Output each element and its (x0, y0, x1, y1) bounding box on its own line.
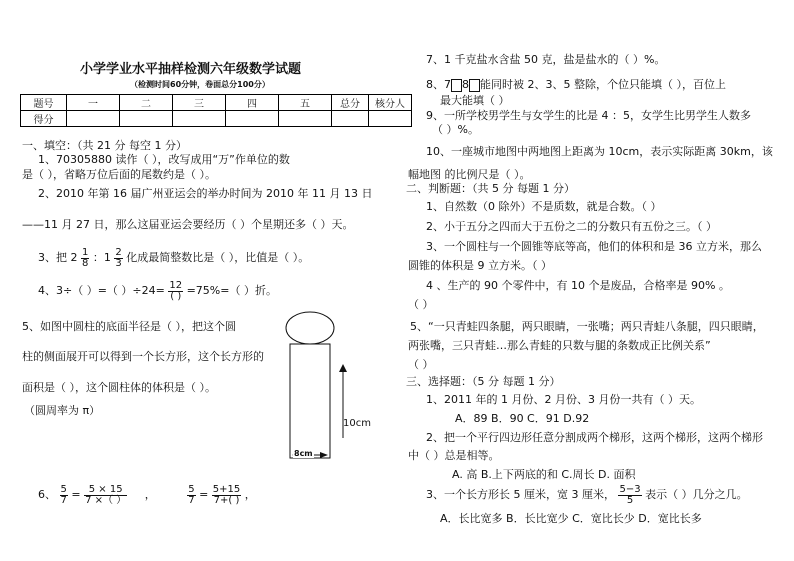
question-text: =75%=（ ）折。 (186, 284, 277, 297)
section2-heading: 二、判断题：（共 5 分 每题 1 分） (406, 182, 575, 195)
score-table (20, 94, 412, 127)
cylinder-figure (280, 310, 380, 470)
fraction-numerator: 2 (115, 246, 122, 258)
question-text: 是（ ），省略万位后面的尾数约是（ ）。 (22, 168, 216, 181)
question-text: ——11 月 27 日，那么这届亚运会要经历（ ）个星期还多（ ）天。 (22, 218, 354, 231)
equals-sign: = (199, 488, 209, 501)
score-cell: 四 (226, 95, 279, 111)
score-cell: 五 (279, 95, 332, 111)
page-title: 小学学业水平抽样检测六年级数学试题 (80, 62, 302, 77)
score-table-header-row (21, 95, 412, 111)
fraction (168, 281, 183, 302)
fraction-denominator: 7 (60, 494, 67, 506)
fraction-numerator: 5 × 15 (84, 485, 127, 496)
question-text: 能同时被 2、3、5 整除，个位只能填（ ），百位上 (480, 78, 726, 91)
section3-heading: 三、选择题：（5 分 每题 1 分） (406, 375, 561, 388)
question-text: 最大能填（ ） (440, 94, 510, 107)
question-text: （ ）%。 (432, 123, 479, 136)
score-cell: 一 (67, 95, 120, 111)
score-input-cell[interactable] (332, 111, 369, 127)
cylinder-top-ellipse (286, 312, 334, 344)
question-text: 幅地图 的比例尺是（ ）。 (408, 168, 531, 181)
blank-box[interactable] (451, 79, 462, 92)
question-text: 3、把 2 (38, 251, 78, 264)
fraction (60, 485, 68, 506)
question-text: 1、2011 年的 1 月份、2 月份、3 月份一共有（ ）天。 (426, 393, 701, 406)
question-text: 圆锥的体积是 9 立方米。（ ） (408, 259, 552, 272)
question-text: 9、一所学校男学生与女学生的比是 4 ：5，女学生比男学生人数多 (426, 109, 751, 122)
comma: ， (144, 488, 156, 501)
score-cell: 三 (173, 95, 226, 111)
circumference-label: 8cm (294, 449, 313, 458)
question-6 (38, 480, 256, 510)
score-cell: 核分人 (369, 95, 412, 111)
fraction-numerator: 5 (60, 483, 67, 495)
score-table-score-row (21, 111, 412, 127)
height-label: 10cm (343, 418, 371, 429)
score-cell: 二 (120, 95, 173, 111)
score-cell: 得分 (21, 111, 67, 127)
question-text: 3、一个圆柱与一个圆锥等底等高，他们的体积和是 36 立方米，那么 (426, 240, 762, 253)
answer-options: A. 高 B.上下两底的和 C.周长 D. 面积 (452, 468, 636, 481)
question-text: 8、7 (426, 78, 451, 91)
height-arrow-head (339, 364, 347, 372)
score-input-cell[interactable] (369, 111, 412, 127)
comma: ， (244, 488, 256, 501)
fraction-denominator: 7 ×（ ） (85, 494, 127, 506)
equals-sign: = (71, 488, 81, 501)
blank-box[interactable] (469, 79, 480, 92)
fraction-denominator: 7 (188, 494, 195, 506)
fraction-denominator: 5 (626, 494, 634, 506)
question-text: 5、“一只青蛙四条腿，两只眼睛，一张嘴；两只青蛙八条腿，四只眼睛， (410, 320, 764, 333)
score-input-cell[interactable] (120, 111, 173, 127)
fraction-numerator: 12 (169, 279, 183, 291)
question-text: 两张嘴，三只青蛙…那么青蛙的只数与腿的条数成正比例关系” (408, 339, 711, 352)
fraction-denominator: ( ) (170, 290, 182, 302)
score-cell: 总分 (332, 95, 369, 111)
score-input-cell[interactable] (279, 111, 332, 127)
question-3 (38, 243, 309, 273)
question-text: 2、2010 年第 16 届广州亚运会的举办时间为 2010 年 11 月 13 日 (38, 187, 373, 200)
question-text: （ ） (408, 298, 434, 311)
question-text: 10、一座城市地图中两地图上距离为 10cm，表示实际距离 30km，该 (426, 145, 773, 158)
fraction (187, 485, 195, 506)
fraction (212, 485, 241, 506)
score-input-cell[interactable] (226, 111, 279, 127)
circumference-arrow-right (320, 452, 328, 458)
score-cell: 题号 (21, 95, 67, 111)
answer-options: A．长比宽多 B．长比宽少 C．宽比长少 D．宽比长多 (440, 512, 702, 525)
question-8 (426, 78, 726, 92)
fraction-numerator: 5+15 (212, 483, 241, 495)
fraction (618, 485, 641, 506)
question-text: 7、1 千克盐水含盐 50 克，盐是盐水的（ ）%。 (426, 53, 666, 66)
question-text: 中（ ）总是相等。 (408, 449, 500, 462)
question-text: （ ） (408, 358, 434, 371)
question-text: 2、把一个平行四边形任意分割成两个梯形，这两个梯形，这两个梯形 (426, 431, 763, 444)
fraction-denominator: 8 (82, 257, 89, 269)
question-text: 面积是（ ），这个圆柱体的体积是（ ）。 (22, 381, 216, 394)
fraction-numerator: 1 (82, 246, 89, 258)
fraction (81, 248, 89, 269)
score-input-cell[interactable] (67, 111, 120, 127)
question-text: （圆周率为 π） (24, 404, 101, 417)
fraction-numerator: 5 (188, 483, 195, 495)
exam-subtitle: （检测时间60分钟，卷面总分100分） (130, 80, 270, 89)
cylinder-body (290, 344, 330, 458)
question-4 (38, 276, 277, 306)
question-text: 6、 (38, 488, 56, 501)
question-text: 3、一个长方形长 5 厘米，宽 3 厘米， (426, 488, 615, 501)
answer-options: A．89 B．90 C．91 D.92 (455, 412, 590, 425)
fraction (84, 485, 127, 506)
question-text: 2、小于五分之四而大于五份之二的分数只有五份之三。（ ） (426, 220, 717, 233)
question-text: ：1 (92, 251, 111, 264)
fraction-numerator: 5−3 (619, 483, 641, 495)
question-text: 化成最简整数比是（ ），比值是（ ）。 (126, 251, 310, 264)
score-input-cell[interactable] (173, 111, 226, 127)
fraction (114, 248, 122, 269)
question-text: 8 (462, 78, 469, 91)
question-text: 4 、生产的 90 个零件中，有 10 个是废品，合格率是 90% 。 (426, 279, 730, 292)
question-text: 4、3÷（ ）=（ ）÷24= (38, 284, 165, 297)
fraction-denominator: 3 (115, 257, 122, 269)
section1-heading: 一、填空：（共 21 分 每空 1 分） (22, 139, 187, 152)
question-text: 1、自然数（0 除外）不是质数，就是合数。（ ） (426, 200, 662, 213)
question-3-choice (426, 480, 748, 510)
question-text: 1、70305880 读作（ ），改写成用“万”作单位的数 (38, 153, 290, 166)
question-text: 5、如图中圆柱的底面半径是（ ），把这个圆 (22, 320, 236, 333)
question-text: 柱的侧面展开可以得到一个长方形，这个长方形的 (22, 350, 264, 363)
fraction-denominator: 7+( ) (213, 494, 240, 506)
question-text: 表示（ ）几分之几。 (645, 488, 748, 501)
